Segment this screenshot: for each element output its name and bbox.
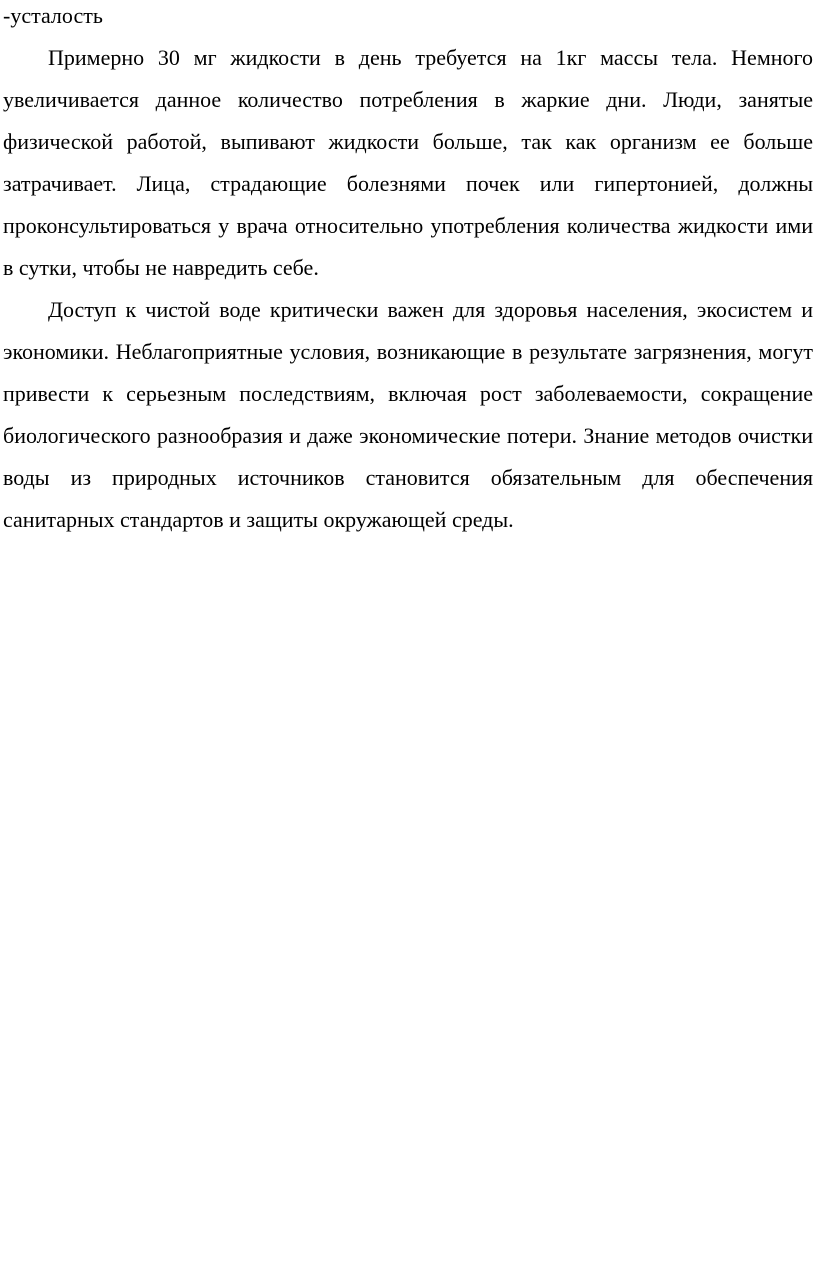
paragraph-clean-water-access: Доступ к чистой воде критически важен для здоровья населения, экосистем и экономики. Неблагоприятные условия, возникающие в результате загрязнения, могут привести к серьезным последствиям, включая рост заболеваемости, сокращение биологического разнообразия и даже экономические потери. Знание методов очистки воды из природных источников становится обязательным для обеспечения санитарных стандартов и защиты окружающей среды. — [3, 297, 813, 532]
list-item-fatigue: -усталость — [3, 3, 103, 28]
document-body — [3, 0, 813, 541]
paragraph-fluid-intake: Примерно 30 мг жидкости в день требуется на 1кг массы тела. Немного увеличивается данное количество потребления в жаркие дни. Люди, занятые физической работой, выпивают жидкости больше, так как организм ее больше затрачивает. Лица, страдающие болезнями почек или гипертонией, должны проконсультироваться у врача относительно употребления количества жидкости ими в сутки, чтобы не навредить себе. — [3, 45, 813, 280]
